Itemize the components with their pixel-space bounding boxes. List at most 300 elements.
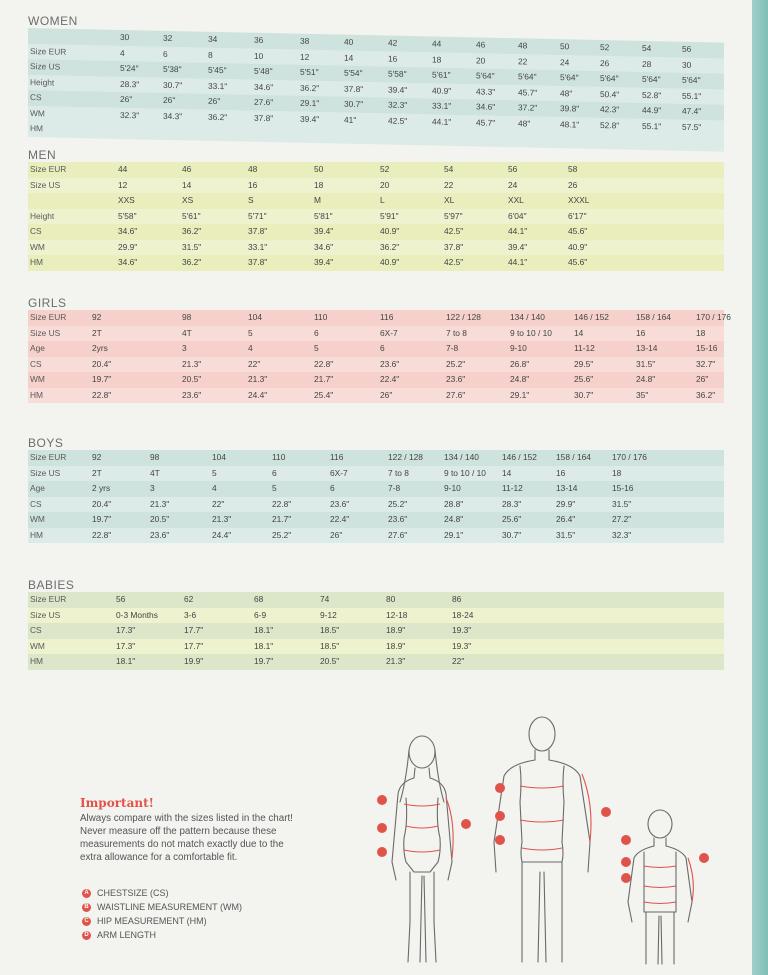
table-cell: 37.8": [248, 226, 268, 236]
table-cell: 9-12: [320, 609, 337, 620]
table-cell: 34.6": [118, 226, 138, 236]
table-cell: 26.8": [510, 358, 530, 369]
table-cell: S: [248, 195, 254, 205]
table-cell: 5'51": [300, 66, 319, 78]
measurement-legend: [82, 886, 242, 942]
table-cell: 18.1": [254, 625, 274, 635]
row-label: Size US: [30, 609, 61, 620]
table-cell: 32.3": [388, 99, 408, 110]
girls-table: [28, 310, 731, 403]
table-cell: 22.8": [92, 529, 112, 540]
table-cell: 44.1": [508, 226, 528, 236]
table-cell: 18: [314, 179, 324, 190]
table-cell: 29.9": [556, 498, 576, 509]
table-cell: 52: [600, 41, 610, 53]
row-label: Size EUR: [30, 452, 67, 462]
table-cell: 34.3": [163, 110, 183, 121]
row-label: Size EUR: [30, 164, 67, 174]
table-cell: 16: [556, 467, 566, 478]
table-cell: 19.3": [452, 625, 472, 635]
table-row: [28, 623, 724, 639]
table-cell: 110: [314, 312, 328, 322]
table-cell: 4: [248, 343, 253, 353]
table-cell: 92: [92, 452, 102, 462]
table-cell: 5'91": [380, 210, 399, 221]
table-cell: 36.2": [696, 389, 716, 400]
table-cell: 14: [182, 179, 192, 190]
legend-text: CHESTSIZE (CS): [97, 888, 169, 898]
table-cell: 37.8": [254, 112, 274, 123]
table-cell: 50: [314, 164, 324, 174]
table-cell: 5'48": [254, 65, 273, 77]
table-cell: 42.3": [600, 103, 620, 115]
table-cell: 26": [163, 94, 176, 106]
table-cell: 22.4": [380, 374, 400, 384]
table-cell: 25.2": [388, 498, 408, 509]
table-cell: 23.6": [182, 389, 202, 400]
table-cell: 56: [116, 594, 126, 604]
table-cell: 6'17": [568, 210, 587, 221]
table-row: [28, 481, 724, 497]
table-cell: 5: [212, 467, 217, 478]
table-cell: 48.1": [560, 118, 580, 130]
table-cell: 5'61": [182, 210, 201, 221]
table-cell: 27.6": [254, 96, 274, 108]
table-cell: 134 / 140: [444, 452, 479, 462]
table-cell: 17.7": [184, 640, 204, 651]
row-label: WM: [30, 640, 45, 651]
table-cell: 116: [330, 452, 344, 462]
table-row: [28, 528, 724, 544]
table-cell: 18.9": [386, 625, 406, 635]
body-figures-illustration: [370, 712, 720, 972]
row-label: Height: [30, 210, 55, 221]
table-cell: 4: [212, 483, 217, 493]
row-label: WM: [30, 374, 45, 384]
table-cell: 35": [636, 389, 649, 400]
row-label: HM: [30, 656, 44, 666]
table-cell: 40.9": [568, 241, 588, 252]
table-cell: 6X-7: [330, 467, 348, 478]
row-label: Height: [30, 76, 55, 88]
table-cell: 5'24": [120, 62, 139, 74]
boys-title: BOYS: [28, 436, 64, 450]
table-cell: 6: [272, 467, 277, 478]
man-figure-icon: [494, 717, 590, 962]
table-cell: 18: [696, 327, 706, 338]
table-cell: 34.6": [476, 101, 496, 112]
table-cell: 19.7": [92, 514, 112, 524]
table-cell: 5'64": [476, 70, 495, 81]
table-cell: 21.3": [182, 358, 202, 369]
table-cell: 68: [254, 594, 264, 604]
table-row: [28, 654, 724, 670]
table-cell: 44.9": [642, 104, 662, 116]
table-cell: 170 / 176: [696, 312, 731, 322]
table-cell: 23.6": [380, 358, 400, 369]
table-cell: 18: [612, 467, 622, 478]
table-cell: 34.6": [118, 257, 138, 267]
table-cell: 21.7": [314, 374, 334, 384]
table-cell: M: [314, 195, 321, 205]
table-cell: 5'58": [118, 210, 137, 221]
table-cell: 12: [300, 51, 310, 62]
table-cell: 6X-7: [380, 327, 398, 338]
table-row: [28, 497, 724, 513]
table-cell: 20: [380, 179, 390, 190]
table-cell: 16: [636, 327, 646, 338]
table-cell: 6-9: [254, 609, 267, 620]
table-cell: 31.5": [182, 241, 202, 252]
table-cell: 18.1": [254, 640, 274, 651]
table-cell: 5'64": [560, 72, 579, 83]
table-cell: 32: [163, 32, 173, 44]
legend-item: [82, 928, 242, 942]
table-cell: 116: [380, 312, 394, 322]
table-cell: 24: [508, 179, 518, 190]
table-cell: 30.7": [574, 389, 594, 400]
page-edge: [752, 0, 768, 975]
table-cell: 20: [476, 54, 486, 66]
table-cell: 14: [574, 327, 584, 338]
table-cell: 45.7": [476, 116, 496, 128]
table-cell: 52.8": [642, 89, 662, 100]
table-cell: 14: [344, 52, 354, 63]
men-title: MEN: [28, 148, 57, 162]
women-title: WOMEN: [28, 14, 78, 28]
table-cell: 74: [320, 594, 330, 604]
table-row: [28, 592, 724, 608]
table-cell: 5'38": [163, 63, 182, 75]
table-cell: 24.4": [212, 529, 232, 540]
table-cell: 58: [568, 164, 578, 174]
table-cell: 52.8": [600, 119, 620, 130]
table-cell: 6: [380, 343, 385, 353]
table-cell: 2 yrs: [92, 483, 111, 493]
table-cell: 42.5": [444, 226, 464, 236]
table-row: [28, 209, 724, 225]
table-cell: 30: [682, 59, 692, 70]
table-cell: 16: [248, 179, 258, 190]
important-body: [80, 812, 380, 864]
table-cell: 4T: [150, 467, 160, 478]
table-cell: 19.3": [452, 640, 472, 651]
table-row: [28, 639, 724, 655]
table-cell: 20.5": [182, 374, 202, 384]
table-cell: 21.3": [212, 514, 232, 524]
table-cell: 5'64": [600, 72, 619, 84]
table-cell: 26": [696, 374, 709, 384]
table-cell: 6: [163, 48, 168, 59]
table-cell: 36.2": [182, 226, 202, 236]
table-cell: 25.2": [446, 358, 466, 369]
marker-c-icon: C: [82, 917, 91, 926]
row-label: Size US: [30, 179, 61, 190]
table-cell: 32.3": [120, 109, 140, 120]
table-cell: 48": [560, 87, 573, 98]
table-cell: 39.4": [314, 257, 334, 267]
table-cell: 5'58": [388, 68, 407, 79]
row-label: HM: [30, 529, 44, 540]
row-label: Size US: [30, 327, 61, 338]
table-cell: 5'61": [432, 69, 451, 80]
women-section: [28, 14, 724, 137]
table-cell: 55.1": [682, 90, 702, 101]
table-row: [28, 466, 724, 482]
table-cell: 44: [118, 164, 128, 174]
table-cell: 30.7": [344, 98, 364, 110]
table-cell: 37.2": [518, 102, 538, 113]
legend-text: WAISTLINE MEASUREMENT (WM): [97, 902, 243, 912]
table-row: [28, 240, 724, 256]
table-cell: 98: [182, 312, 192, 322]
marker-a-icon: A: [82, 889, 91, 898]
marker-d-icon: D: [82, 931, 91, 940]
table-cell: 40: [344, 36, 354, 47]
table-row: [28, 162, 724, 178]
table-cell: 9-10: [444, 483, 461, 493]
row-label: Size US: [30, 61, 61, 72]
table-cell: 22": [248, 358, 261, 369]
table-cell: 28.3": [120, 78, 140, 89]
row-label: HM: [30, 257, 44, 267]
table-cell: 25.6": [502, 514, 522, 524]
table-cell: 29.1": [510, 389, 530, 400]
table-cell: 52: [380, 164, 390, 174]
table-cell: 5'71": [248, 210, 267, 221]
table-cell: 39.4": [300, 113, 320, 124]
table-cell: 20.4": [92, 498, 112, 509]
table-cell: 39.4": [508, 241, 528, 252]
table-cell: 2T: [92, 327, 102, 338]
table-cell: 2T: [92, 467, 102, 478]
table-cell: 25.2": [272, 529, 292, 540]
table-cell: 33.1": [432, 100, 452, 111]
table-cell: 17.3": [116, 625, 136, 635]
table-cell: 12-18: [386, 609, 408, 620]
table-row: [28, 310, 731, 326]
table-cell: 32.3": [612, 529, 632, 540]
boys-section: [28, 436, 724, 543]
legend-item: [82, 886, 242, 900]
table-cell: 26": [120, 93, 133, 105]
table-cell: 22: [444, 179, 454, 190]
table-cell: XS: [182, 195, 194, 205]
table-cell: 46: [182, 164, 192, 174]
table-row: [28, 608, 724, 624]
table-cell: 44.1": [508, 257, 528, 267]
table-cell: 5'54": [344, 67, 363, 79]
important-line: measurements do not match exactly due to the: [80, 839, 284, 850]
table-cell: 25.4": [314, 389, 334, 400]
table-cell: 22.8": [272, 498, 292, 509]
table-cell: 40.9": [380, 257, 400, 267]
table-cell: 44: [432, 38, 442, 49]
table-cell: 5: [248, 327, 253, 338]
marker-b-icon: B: [82, 903, 91, 912]
table-cell: 18.5": [320, 625, 340, 635]
table-cell: 3: [150, 483, 155, 493]
table-cell: 43.3": [476, 85, 496, 97]
table-cell: 34.6": [314, 241, 334, 252]
table-cell: 23.6": [150, 529, 170, 540]
table-row: [28, 341, 724, 357]
row-label: Age: [30, 343, 45, 353]
table-cell: 7 to 8: [388, 467, 409, 478]
table-cell: 7-8: [388, 483, 401, 493]
table-cell: 48: [518, 40, 528, 51]
table-cell: 54: [444, 164, 454, 174]
table-cell: 28.8": [444, 498, 464, 509]
table-cell: 86: [452, 594, 462, 604]
table-cell: 24.4": [248, 389, 268, 400]
table-cell: XXL: [508, 195, 524, 205]
table-cell: 19.7": [254, 656, 274, 666]
table-cell: 16: [388, 53, 398, 64]
table-cell: 56: [682, 43, 692, 54]
table-cell: 21.3": [386, 656, 406, 666]
table-row: [28, 224, 724, 240]
table-cell: 20.5": [320, 656, 340, 666]
men-table: [28, 162, 724, 271]
table-cell: 33.1": [248, 241, 268, 252]
table-row: [28, 512, 724, 528]
girls-title: GIRLS: [28, 296, 67, 310]
table-cell: 24: [560, 56, 570, 67]
table-cell: 48": [518, 117, 531, 129]
table-cell: 134 / 140: [510, 312, 545, 322]
table-cell: 7-8: [446, 343, 459, 353]
table-cell: 24.8": [510, 374, 530, 384]
table-cell: XXS: [118, 195, 135, 205]
table-cell: 26": [330, 529, 343, 540]
table-cell: 20.4": [92, 358, 112, 369]
table-cell: 22: [518, 55, 528, 66]
table-cell: 39.4": [388, 84, 408, 95]
table-cell: 29.1": [444, 529, 464, 540]
table-cell: 15-16: [612, 483, 634, 493]
table-cell: 17.3": [116, 640, 136, 651]
table-cell: 110: [272, 452, 286, 462]
row-label: WM: [30, 514, 45, 524]
table-cell: 26.4": [556, 514, 576, 524]
table-cell: 22.8": [92, 389, 112, 400]
table-cell: 40.9": [380, 226, 400, 236]
table-cell: 2yrs: [92, 343, 108, 353]
table-cell: 62: [184, 594, 194, 604]
table-cell: 28.3": [502, 498, 522, 509]
table-cell: 55.1": [642, 120, 662, 131]
row-label: HM: [30, 123, 44, 134]
table-cell: 21.3": [248, 374, 268, 384]
table-cell: 36: [254, 34, 264, 45]
table-cell: 98: [150, 452, 160, 462]
men-section: [28, 148, 724, 271]
table-cell: 13-14: [636, 343, 658, 353]
table-cell: 30.7": [163, 79, 183, 90]
girls-section: [28, 296, 731, 403]
table-cell: 18.1": [116, 656, 136, 666]
table-cell: 57.5": [682, 121, 702, 132]
table-cell: 4T: [182, 327, 192, 338]
table-cell: 24.8": [636, 374, 656, 384]
table-cell: 46: [476, 39, 486, 50]
table-row: [28, 388, 724, 404]
row-label: Size US: [30, 467, 61, 478]
table-cell: 29.1": [300, 97, 320, 109]
row-label: Size EUR: [30, 312, 67, 322]
table-cell: 32.7": [696, 358, 716, 369]
table-cell: 19.7": [92, 374, 112, 384]
table-cell: 27.2": [612, 514, 632, 524]
table-row: [28, 450, 724, 466]
table-cell: 18-24: [452, 609, 474, 620]
table-cell: 92: [92, 312, 102, 322]
table-cell: 11-12: [574, 343, 595, 353]
important-title: Important!: [80, 796, 154, 810]
table-cell: 20.5": [150, 514, 170, 524]
table-cell: 31.5": [636, 358, 656, 369]
row-label: Size EUR: [30, 594, 67, 604]
table-cell: 21.3": [150, 498, 170, 509]
table-cell: 11-12: [502, 483, 523, 493]
table-cell: 50.4": [600, 88, 620, 99]
table-cell: 146 / 152: [502, 452, 537, 462]
table-cell: 27.6": [446, 389, 466, 400]
table-cell: 39.8": [560, 103, 580, 114]
table-cell: 22.8": [314, 358, 334, 369]
table-cell: 38: [300, 35, 310, 46]
table-cell: 47.4": [682, 105, 702, 117]
table-cell: 5: [272, 483, 277, 493]
table-cell: 6: [314, 327, 319, 338]
table-cell: 13-14: [556, 483, 578, 493]
table-cell: 9 to 10 / 10: [510, 327, 552, 338]
table-cell: 22": [212, 498, 225, 509]
table-cell: 5: [314, 343, 319, 353]
table-cell: 44.1": [432, 115, 452, 127]
table-cell: 56: [508, 164, 518, 174]
table-cell: 12: [118, 179, 128, 190]
table-cell: 37.8": [344, 83, 364, 94]
table-cell: 5'97": [444, 210, 463, 221]
table-cell: 29.5": [574, 358, 594, 369]
table-cell: 14: [502, 467, 512, 478]
table-cell: 26": [380, 389, 393, 400]
table-cell: 23.6": [446, 374, 466, 384]
table-cell: 3-6: [184, 609, 197, 620]
table-cell: 26: [568, 179, 578, 190]
table-cell: 158 / 164: [556, 452, 591, 462]
table-cell: 48: [248, 164, 258, 174]
legend-item: [82, 900, 242, 914]
table-row: [28, 357, 724, 373]
table-cell: 19.9": [184, 656, 204, 666]
table-cell: 5'45": [208, 64, 227, 76]
table-cell: 34: [208, 33, 218, 44]
row-label: CS: [30, 92, 42, 103]
table-cell: 21.7": [272, 514, 292, 524]
legend-text: HIP MEASUREMENT (HM): [97, 916, 207, 926]
table-cell: 5'64": [682, 74, 701, 86]
table-cell: 45.6": [568, 226, 588, 236]
table-cell: 34.6": [254, 81, 274, 92]
legend-text: ARM LENGTH: [97, 930, 157, 940]
table-cell: L: [380, 195, 385, 205]
table-cell: 5'81": [314, 210, 333, 221]
row-label: CS: [30, 226, 42, 236]
table-cell: 17.7": [184, 625, 204, 635]
